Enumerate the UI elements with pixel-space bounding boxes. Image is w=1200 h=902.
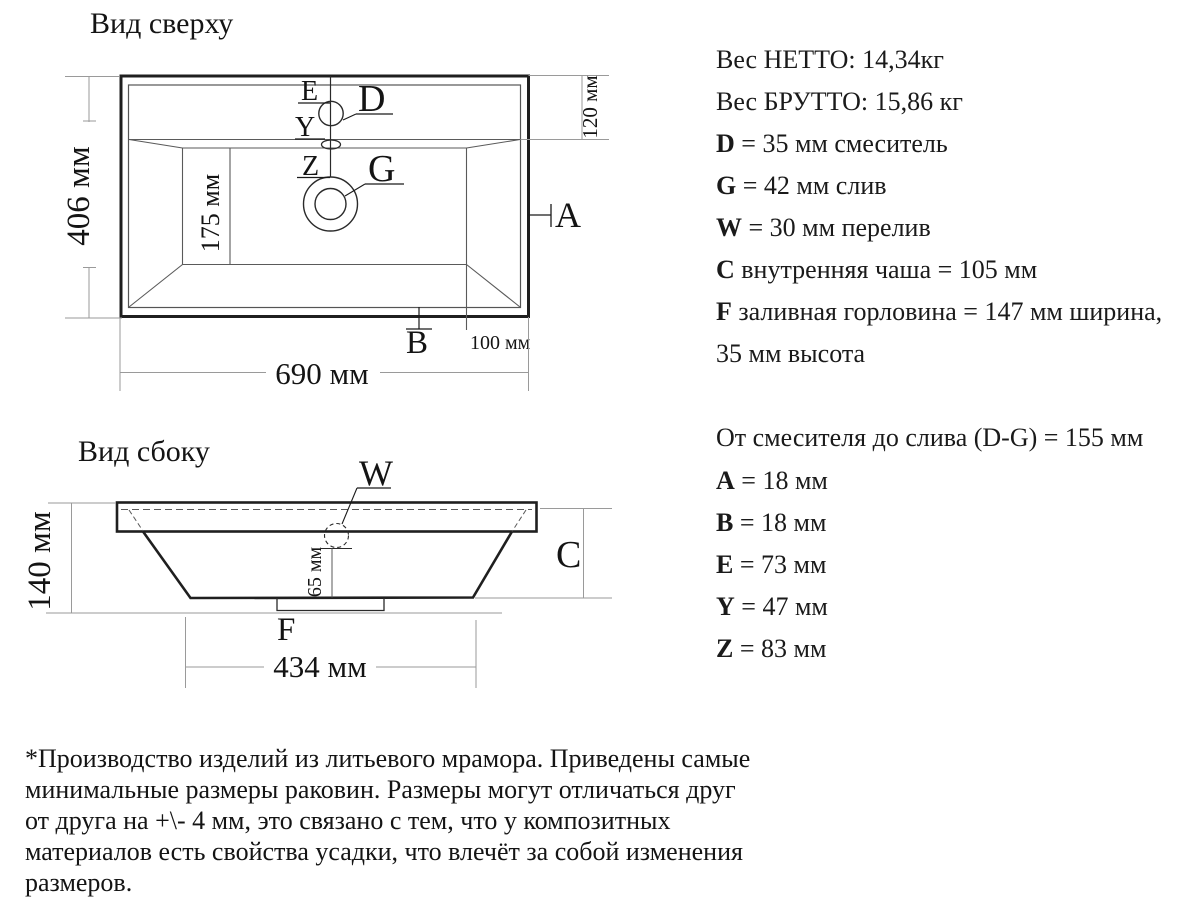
callout-Z <box>297 151 330 182</box>
footnote-line: размеров. <box>25 868 133 897</box>
label-e: E <box>301 76 319 107</box>
footnote-line: материалов есть свойства усадки, что влечёт за собой изменения <box>25 837 743 866</box>
leader-line <box>343 114 356 120</box>
drain-fitting-profile <box>277 598 384 611</box>
dim-width-label: 690 мм <box>275 356 369 391</box>
spec-distance-dg <box>716 423 1143 453</box>
spec-key: A <box>716 466 735 495</box>
callout-G <box>345 148 404 196</box>
spec-value: = 47 мм <box>734 592 828 621</box>
label-z: Z <box>302 151 320 182</box>
dim-right-offset-label: 100 мм <box>470 332 531 354</box>
spec-weight-gross <box>716 87 963 117</box>
basin-corner-diagonal <box>467 140 521 149</box>
leader-line <box>342 488 357 524</box>
dim-overflow-depth-label: 65 мм <box>304 546 326 598</box>
spec-value: внутренняя чаша = 105 мм <box>734 255 1038 284</box>
callout-W <box>342 453 393 524</box>
dim-height-label: 406 мм <box>61 146 97 246</box>
hidden-edge-right <box>512 510 526 532</box>
spec-c-bowl <box>716 255 1037 285</box>
spec-f-neck <box>716 297 1162 327</box>
spec-value: 35 мм высота <box>716 339 866 368</box>
drain-inner-circle <box>315 189 346 220</box>
sink-technical-drawing <box>0 0 690 730</box>
side-view <box>22 435 612 688</box>
top-view <box>61 7 609 391</box>
label-g: G <box>368 148 396 190</box>
dim-top-offset-label: 120 мм <box>578 75 602 139</box>
spec-value: = 42 мм слив <box>736 171 887 200</box>
callout-E <box>298 76 330 107</box>
spec-w-overflow <box>716 213 931 243</box>
spec-key: G <box>716 171 737 200</box>
spec-key: E <box>716 550 734 579</box>
dim-overflow-depth <box>304 547 352 598</box>
label-f: F <box>277 612 296 648</box>
spec-value: = 83 мм <box>733 634 827 663</box>
spec-value: = 35 мм смеситель <box>734 129 948 158</box>
callout-Y <box>295 112 325 143</box>
spec-value: От смесителя до слива (D-G) = 155 мм <box>716 423 1144 452</box>
label-c: C <box>556 534 582 576</box>
label-a: A <box>555 195 581 235</box>
label-b: B <box>406 325 429 361</box>
spec-f-neck-cont <box>716 339 865 369</box>
spec-value: = 18 мм <box>733 508 827 537</box>
spec-weight-net <box>716 45 944 75</box>
spec-z <box>716 634 826 664</box>
dim-bowl-inner-height <box>475 509 612 599</box>
spec-key: D <box>716 129 735 158</box>
hidden-edge-left <box>129 510 143 531</box>
drain-outer-circle <box>304 177 358 231</box>
sink-inner-rim <box>129 85 521 308</box>
dim-basin-depth <box>196 148 230 264</box>
spec-value: = 18 мм <box>734 466 828 495</box>
spec-d-mixer <box>716 129 948 159</box>
callout-D <box>343 78 393 120</box>
footnote-line: *Производство изделий из литьевого мрамора. Приведены самые <box>25 744 751 773</box>
spec-y <box>716 592 828 622</box>
spec-key: B <box>716 508 734 537</box>
label-y: Y <box>295 112 316 143</box>
spec-key: F <box>716 297 732 326</box>
spec-key: C <box>716 255 735 284</box>
basin-corner-diagonal <box>129 265 183 308</box>
spec-key: Y <box>716 592 735 621</box>
dim-bottom-width <box>186 617 477 688</box>
spec-e <box>716 550 826 580</box>
spec-b <box>716 508 826 538</box>
top-view-title: Вид сверху <box>90 7 234 40</box>
spec-value: заливная горловина = 147 мм ширина, <box>731 297 1163 326</box>
spec-g-drain <box>716 171 887 201</box>
bowl-profile <box>143 532 512 599</box>
side-view-title: Вид сбоку <box>78 435 210 468</box>
dim-bottom-width-label: 434 мм <box>273 649 367 684</box>
footnote <box>25 743 795 898</box>
spec-value: Вес НЕТТО: 14,34кг <box>716 45 944 74</box>
spec-key: Z <box>716 634 734 663</box>
callout-A <box>529 195 582 235</box>
spec-key: W <box>716 213 742 242</box>
label-d: D <box>358 78 386 120</box>
basin-corner-diagonal <box>467 265 521 308</box>
basin-corner-diagonal <box>129 140 183 149</box>
footnote-line: от друга на +\- 4 мм, это связано с тем, что у композитных <box>25 806 671 835</box>
label-w: W <box>359 453 393 493</box>
footnote-line: минимальные размеры раковин. Размеры могут отличаться друг <box>25 775 736 804</box>
dim-side-height-label: 140 мм <box>22 511 58 611</box>
spec-value: = 73 мм <box>733 550 827 579</box>
rim-side-profile <box>117 503 537 532</box>
dim-basin-depth-label: 175 мм <box>196 173 225 253</box>
basin-projection-lines <box>129 140 520 331</box>
spec-value: = 30 мм перелив <box>742 213 931 242</box>
spec-value: Вес БРУТТО: 15,86 кг <box>716 87 963 116</box>
spec-a <box>716 466 828 496</box>
overflow-hidden-circle <box>325 524 349 548</box>
